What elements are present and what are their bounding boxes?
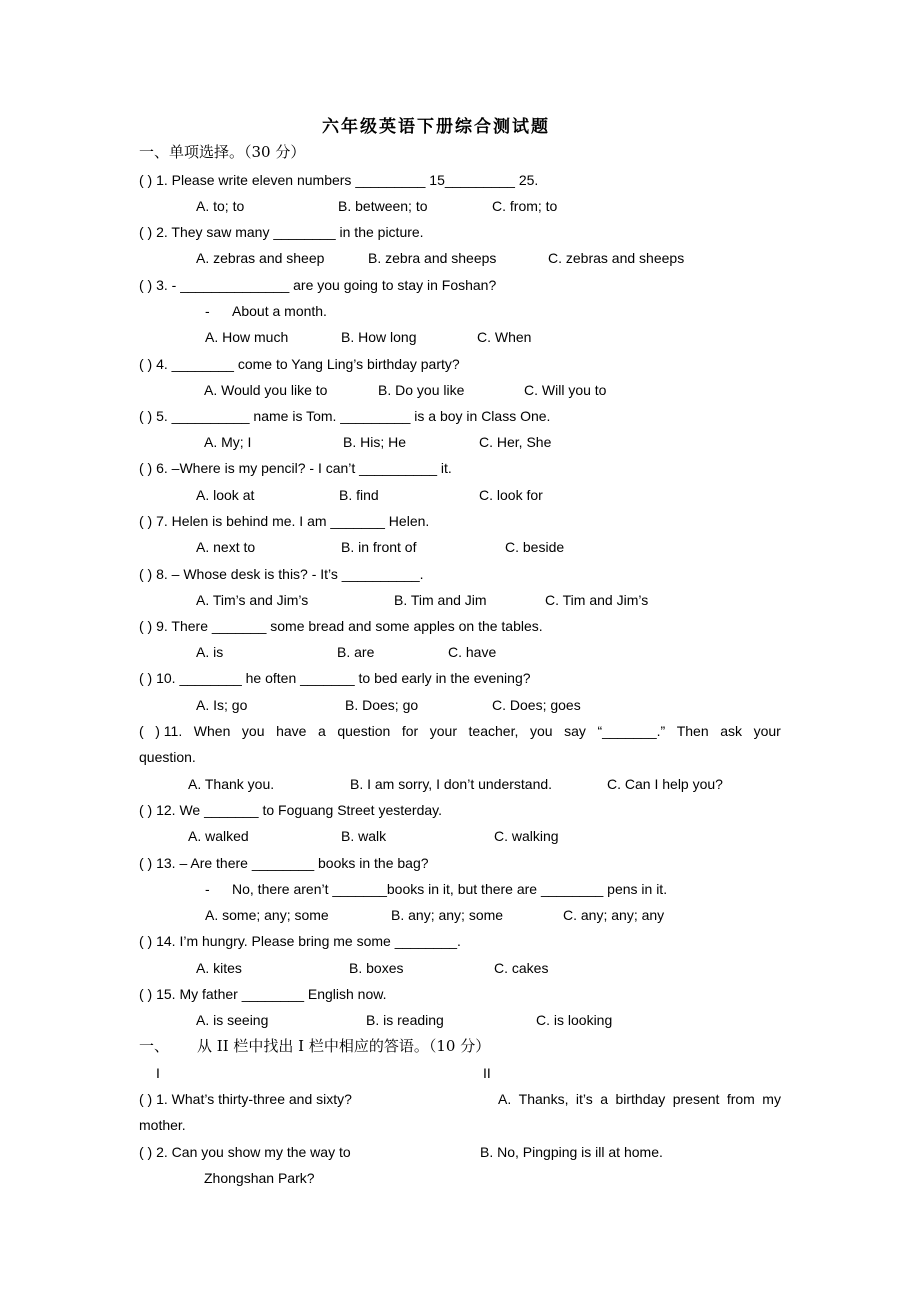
- question-8-option-b: B. Tim and Jim: [394, 592, 487, 608]
- question-5-option-a: A. My; I: [204, 434, 252, 450]
- stem-word: a: [317, 723, 326, 739]
- question-3-dash: -: [205, 303, 210, 319]
- question-13-option-c: C. any; any; any: [563, 907, 665, 923]
- section-2-heading: 从 II 栏中找出 I 栏中相应的答语。（10 分）: [197, 1037, 491, 1055]
- question-14-option-c: C. cakes: [494, 960, 549, 976]
- stem-word: have: [276, 723, 307, 739]
- question-8-option-c: C. Tim and Jim’s: [545, 592, 649, 608]
- column-1-label: I: [156, 1065, 160, 1081]
- match-1-question: ( ) 1. What’s thirty-three and sixty?: [139, 1091, 352, 1107]
- stem-word: question: [337, 723, 391, 739]
- stem-word: (: [139, 723, 144, 739]
- answer-word: Thanks,: [518, 1091, 569, 1107]
- question-4-stem: ( ) 4. ________ come to Yang Ling’s birthday party?: [139, 356, 460, 372]
- answer-word: birthday: [615, 1091, 666, 1107]
- question-1-option-a: A. to; to: [196, 198, 245, 214]
- answer-word: from: [726, 1091, 755, 1107]
- question-13-answer-line: No, there aren’t _______books in it, but there are ________ pens in it.: [232, 881, 668, 897]
- question-11-option-b: B. I am sorry, I don’t understand.: [350, 776, 553, 792]
- section-2-number: 一、: [139, 1037, 170, 1055]
- question-5-option-c: C. Her, She: [479, 434, 552, 450]
- question-3-answer-line: About a month.: [232, 303, 327, 319]
- answer-word: present: [672, 1091, 720, 1107]
- question-2-option-b: B. zebra and sheeps: [368, 250, 497, 266]
- question-1-stem: ( ) 1. Please write eleven numbers _________ 15_________ 25.: [139, 172, 539, 188]
- stem-word: ask: [720, 723, 742, 739]
- question-4-option-b: B. Do you like: [378, 382, 465, 398]
- question-7-option-c: C. beside: [505, 539, 565, 555]
- question-1-option-c: C. from; to: [492, 198, 558, 214]
- answer-word: my: [762, 1091, 781, 1107]
- stem-word: for: [401, 723, 419, 739]
- answer-word: A.: [498, 1091, 512, 1107]
- question-5-stem: ( ) 5. __________ name is Tom. _________ is a boy in Class One.: [139, 408, 551, 424]
- question-3-option-b: B. How long: [341, 329, 417, 345]
- question-2-stem: ( ) 2. They saw many ________ in the picture.: [139, 224, 424, 240]
- question-11-stem: [139, 722, 781, 740]
- question-4-option-c: C. Will you to: [524, 382, 607, 398]
- question-13-option-b: B. any; any; some: [391, 907, 504, 923]
- question-15-stem: ( ) 15. My father ________ English now.: [139, 986, 387, 1002]
- stem-word: you: [241, 723, 265, 739]
- question-10-option-a: A. Is; go: [196, 697, 248, 713]
- match-1-answer: [498, 1090, 781, 1108]
- question-9-stem: ( ) 9. There _______ some bread and some apples on the tables.: [139, 618, 543, 634]
- question-13-option-a: A. some; any; some: [205, 907, 329, 923]
- question-2-option-a: A. zebras and sheep: [196, 250, 325, 266]
- question-8-option-a: A. Tim’s and Jim’s: [196, 592, 309, 608]
- question-3-option-c: C. When: [477, 329, 532, 345]
- stem-word: ) 11.: [155, 723, 183, 739]
- stem-word: When: [193, 723, 231, 739]
- question-11-option-c: C. Can I help you?: [607, 776, 723, 792]
- answer-word: a: [600, 1091, 609, 1107]
- question-9-option-c: C. have: [448, 644, 497, 660]
- match-1-continued: mother.: [139, 1117, 186, 1133]
- question-10-option-b: B. Does; go: [345, 697, 419, 713]
- answer-word: it’s: [575, 1091, 593, 1107]
- question-14-option-b: B. boxes: [349, 960, 404, 976]
- question-1-option-b: B. between; to: [338, 198, 428, 214]
- section-1-heading: 一、单项选择。（30 分）: [139, 143, 306, 161]
- match-2-question-continued: Zhongshan Park?: [204, 1170, 315, 1186]
- question-2-option-c: C. zebras and sheeps: [548, 250, 685, 266]
- question-4-option-a: A. Would you like to: [204, 382, 328, 398]
- question-3-stem: ( ) 3. - ______________ are you going to stay in Foshan?: [139, 277, 497, 293]
- question-13-dash: -: [205, 881, 210, 897]
- match-2-question: ( ) 2. Can you show my the way to: [139, 1144, 351, 1160]
- question-6-option-c: C. look for: [479, 487, 543, 503]
- question-11-stem-continued: question.: [139, 749, 196, 765]
- stem-word: you: [529, 723, 553, 739]
- question-12-option-b: B. walk: [341, 828, 387, 844]
- match-2-answer: B. No, Pingping is ill at home.: [480, 1144, 663, 1160]
- question-3-option-a: A. How much: [205, 329, 289, 345]
- question-11-option-a: A. Thank you.: [188, 776, 275, 792]
- question-10-stem: ( ) 10. ________ he often _______ to bed early in the evening?: [139, 670, 531, 686]
- stem-word: “_______.”: [597, 723, 666, 739]
- question-6-option-b: B. find: [339, 487, 379, 503]
- stem-word: say: [564, 723, 586, 739]
- question-7-option-b: B. in front of: [341, 539, 417, 555]
- page-title: 六年级英语下册综合测试题: [322, 117, 550, 137]
- stem-word: your: [753, 723, 781, 739]
- question-12-option-a: A. walked: [188, 828, 249, 844]
- stem-word: Then: [676, 723, 709, 739]
- question-15-option-c: C. is looking: [536, 1012, 613, 1028]
- question-9-option-a: A. is: [196, 644, 224, 660]
- question-7-stem: ( ) 7. Helen is behind me. I am _______ Helen.: [139, 513, 430, 529]
- stem-word: your: [429, 723, 457, 739]
- stem-word: teacher,: [468, 723, 519, 739]
- question-8-stem: ( ) 8. – Whose desk is this? - It’s __________.: [139, 566, 424, 582]
- question-15-option-a: A. is seeing: [196, 1012, 269, 1028]
- question-13-stem: ( ) 13. – Are there ________ books in the bag?: [139, 855, 429, 871]
- question-12-option-c: C. walking: [494, 828, 559, 844]
- question-12-stem: ( ) 12. We _______ to Foguang Street yesterday.: [139, 802, 442, 818]
- question-14-option-a: A. kites: [196, 960, 242, 976]
- question-7-option-a: A. next to: [196, 539, 256, 555]
- column-2-label: II: [483, 1065, 491, 1081]
- question-15-option-b: B. is reading: [366, 1012, 444, 1028]
- question-10-option-c: C. Does; goes: [492, 697, 581, 713]
- question-5-option-b: B. His; He: [343, 434, 407, 450]
- question-6-stem: ( ) 6. –Where is my pencil? - I can’t __________ it.: [139, 460, 452, 476]
- question-14-stem: ( ) 14. I’m hungry. Please bring me some ________.: [139, 933, 461, 949]
- question-9-option-b: B. are: [337, 644, 375, 660]
- question-6-option-a: A. look at: [196, 487, 255, 503]
